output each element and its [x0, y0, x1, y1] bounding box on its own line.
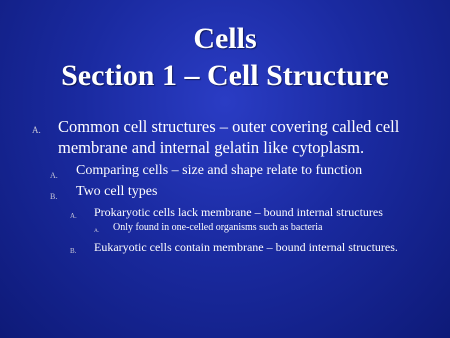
outline-text: Common cell structures – outer covering called cell	[58, 117, 400, 136]
outline-marker: B.	[70, 247, 77, 255]
outline-text: Two cell types	[76, 184, 158, 199]
outline-marker: A.	[50, 171, 58, 180]
outline-text: Only found in one-celled organisms such as bacteria	[113, 222, 323, 233]
outline-marker: A.	[94, 228, 100, 234]
outline-marker: A.	[70, 212, 77, 220]
slide-subtitle: Section 1 – Cell Structure	[61, 59, 389, 92]
outline-marker: A.	[32, 125, 41, 135]
slide-title: Cells	[193, 22, 257, 55]
outline-text: Comparing cells – size and shape relate to function	[76, 163, 363, 178]
outline-text: Prokaryotic cells lack membrane – bound internal structures	[94, 205, 383, 219]
outline-text: Eukaryotic cells contain membrane – bound internal structures.	[94, 240, 398, 254]
outline-marker: B.	[50, 192, 58, 201]
outline-text: membrane and internal gelatin like cytoplasm.	[58, 138, 365, 157]
